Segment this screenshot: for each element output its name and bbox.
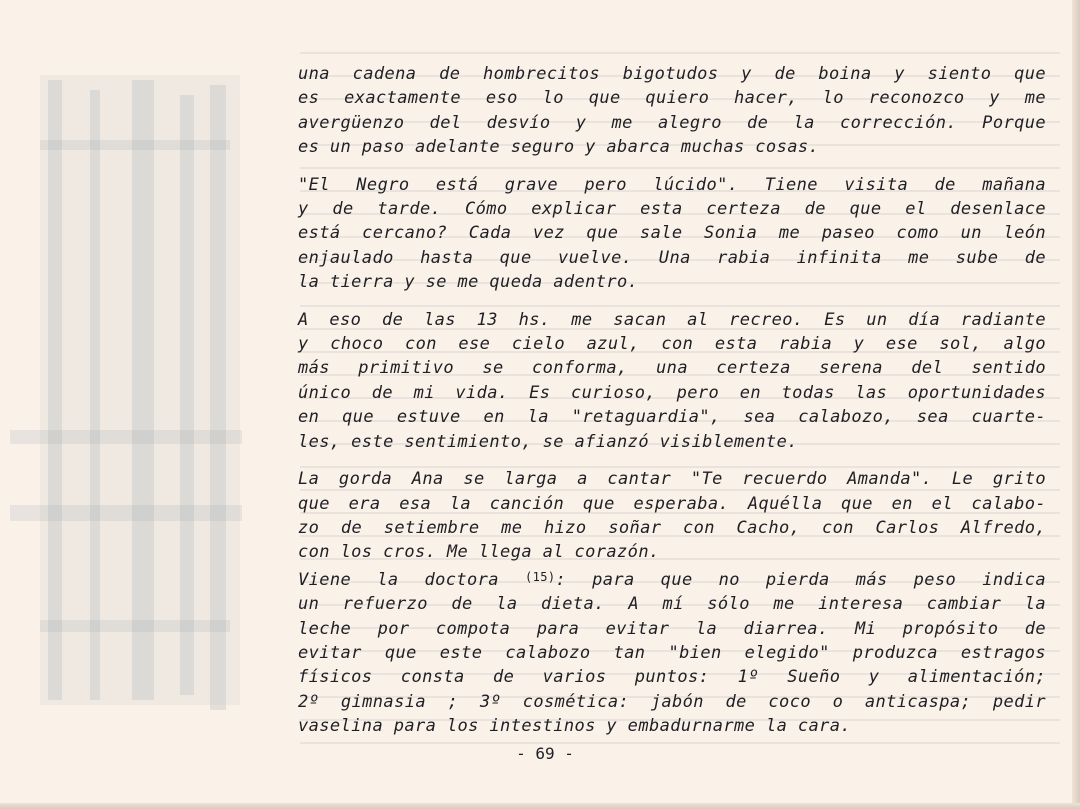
text-line: y choco con ese cielo azul, con esta rabia y ese sol, algo bbox=[298, 334, 1046, 355]
text-line: la tierra y se me queda adentro. bbox=[298, 272, 639, 293]
text-line: con los cros. Me llega al corazón. bbox=[298, 542, 660, 563]
bleed-through-bar bbox=[10, 505, 242, 521]
paragraph-1 bbox=[298, 62, 1046, 160]
text-line: en que estuve en la "retaguardia", sea calabozo, sea cuarte- bbox=[298, 407, 1046, 428]
paragraph-2 bbox=[298, 173, 1046, 295]
bleed-through-bar bbox=[180, 95, 194, 695]
text-line: un refuerzo de la dieta. A mí sólo me interesa cambiar la bbox=[298, 594, 1046, 615]
text-line: A eso de las 13 hs. me sacan al recreo. Es un día radiante bbox=[298, 309, 1046, 330]
text-line: es un paso adelante seguro y abarca muchas cosas. bbox=[298, 137, 820, 158]
text-line: evitar que este calabozo tan "bien elegido" produzca estragos bbox=[298, 642, 1046, 663]
page-edge-bottom bbox=[0, 803, 1080, 809]
text-line: una cadena de hombrecitos bigotudos y de boina y siento que bbox=[298, 64, 1046, 84]
text-line: más primitivo se conforma, una certeza serena del sentido bbox=[298, 358, 1046, 379]
text-line: leche por compota para evitar la diarrea. Mi propósito de bbox=[298, 618, 1046, 639]
page-edge-right bbox=[1072, 0, 1080, 809]
footnote-reference: (15) bbox=[524, 569, 556, 584]
text-line: vaselina para los intestinos y embadurnarme la cara. bbox=[298, 716, 852, 737]
text-fragment: Viene la doctora bbox=[298, 569, 499, 590]
text-line: es exactamente eso lo que quiero hacer, lo reconozco y me bbox=[298, 88, 1046, 109]
text-line: está cercano? Cada vez que sale Sonia me paseo como un león bbox=[298, 223, 1046, 244]
bleed-through-bar bbox=[90, 90, 100, 700]
bleed-through-bar bbox=[132, 80, 154, 700]
paragraph-3 bbox=[298, 308, 1046, 454]
page-number: - 69 - bbox=[516, 744, 574, 763]
body-text bbox=[298, 62, 1046, 739]
text-line: La gorda Ana se larga a cantar "Te recuerdo Amanda". Le grito bbox=[298, 469, 1046, 490]
text-line: y de tarde. Cómo explicar esta certeza de que el desenlace bbox=[298, 199, 1046, 220]
text-line: físicos consta de varios puntos: 1º Sueño y alimentación; bbox=[298, 667, 1046, 688]
text-line: les, este sentimiento, se afianzó visiblemente. bbox=[298, 431, 798, 452]
paragraph-5 bbox=[298, 565, 1046, 739]
text-line: 2º gimnasia ; 3º cosmética: jabón de coco o anticaspa; pedir bbox=[298, 691, 1046, 712]
text-line: enjaulado hasta que vuelve. Una rabia infinita me sube de bbox=[298, 247, 1046, 268]
bleed-through-bar bbox=[40, 620, 230, 632]
text-line: "El Negro está grave pero lúcido". Tiene visita de mañana bbox=[298, 174, 1046, 195]
text-line bbox=[298, 565, 1046, 592]
text-fragment: : para que no pierda más peso indica bbox=[555, 569, 1047, 590]
bleed-through-bar bbox=[210, 85, 226, 710]
text-line: que era esa la canción que esperaba. Aquélla que en el calabo- bbox=[298, 493, 1046, 514]
text-line: avergüenzo del desvío y me alegro de la corrección. Porque bbox=[298, 112, 1046, 133]
bleed-through-bar bbox=[40, 140, 230, 150]
text-line: único de mi vida. Es curioso, pero en todas las oportunidades bbox=[298, 382, 1046, 403]
paragraph-4 bbox=[298, 467, 1046, 565]
bleed-through-bar bbox=[48, 80, 62, 700]
text-line: zo de setiembre me hizo soñar con Cacho, con Carlos Alfredo, bbox=[298, 517, 1046, 538]
bleed-through-bar bbox=[10, 430, 242, 444]
